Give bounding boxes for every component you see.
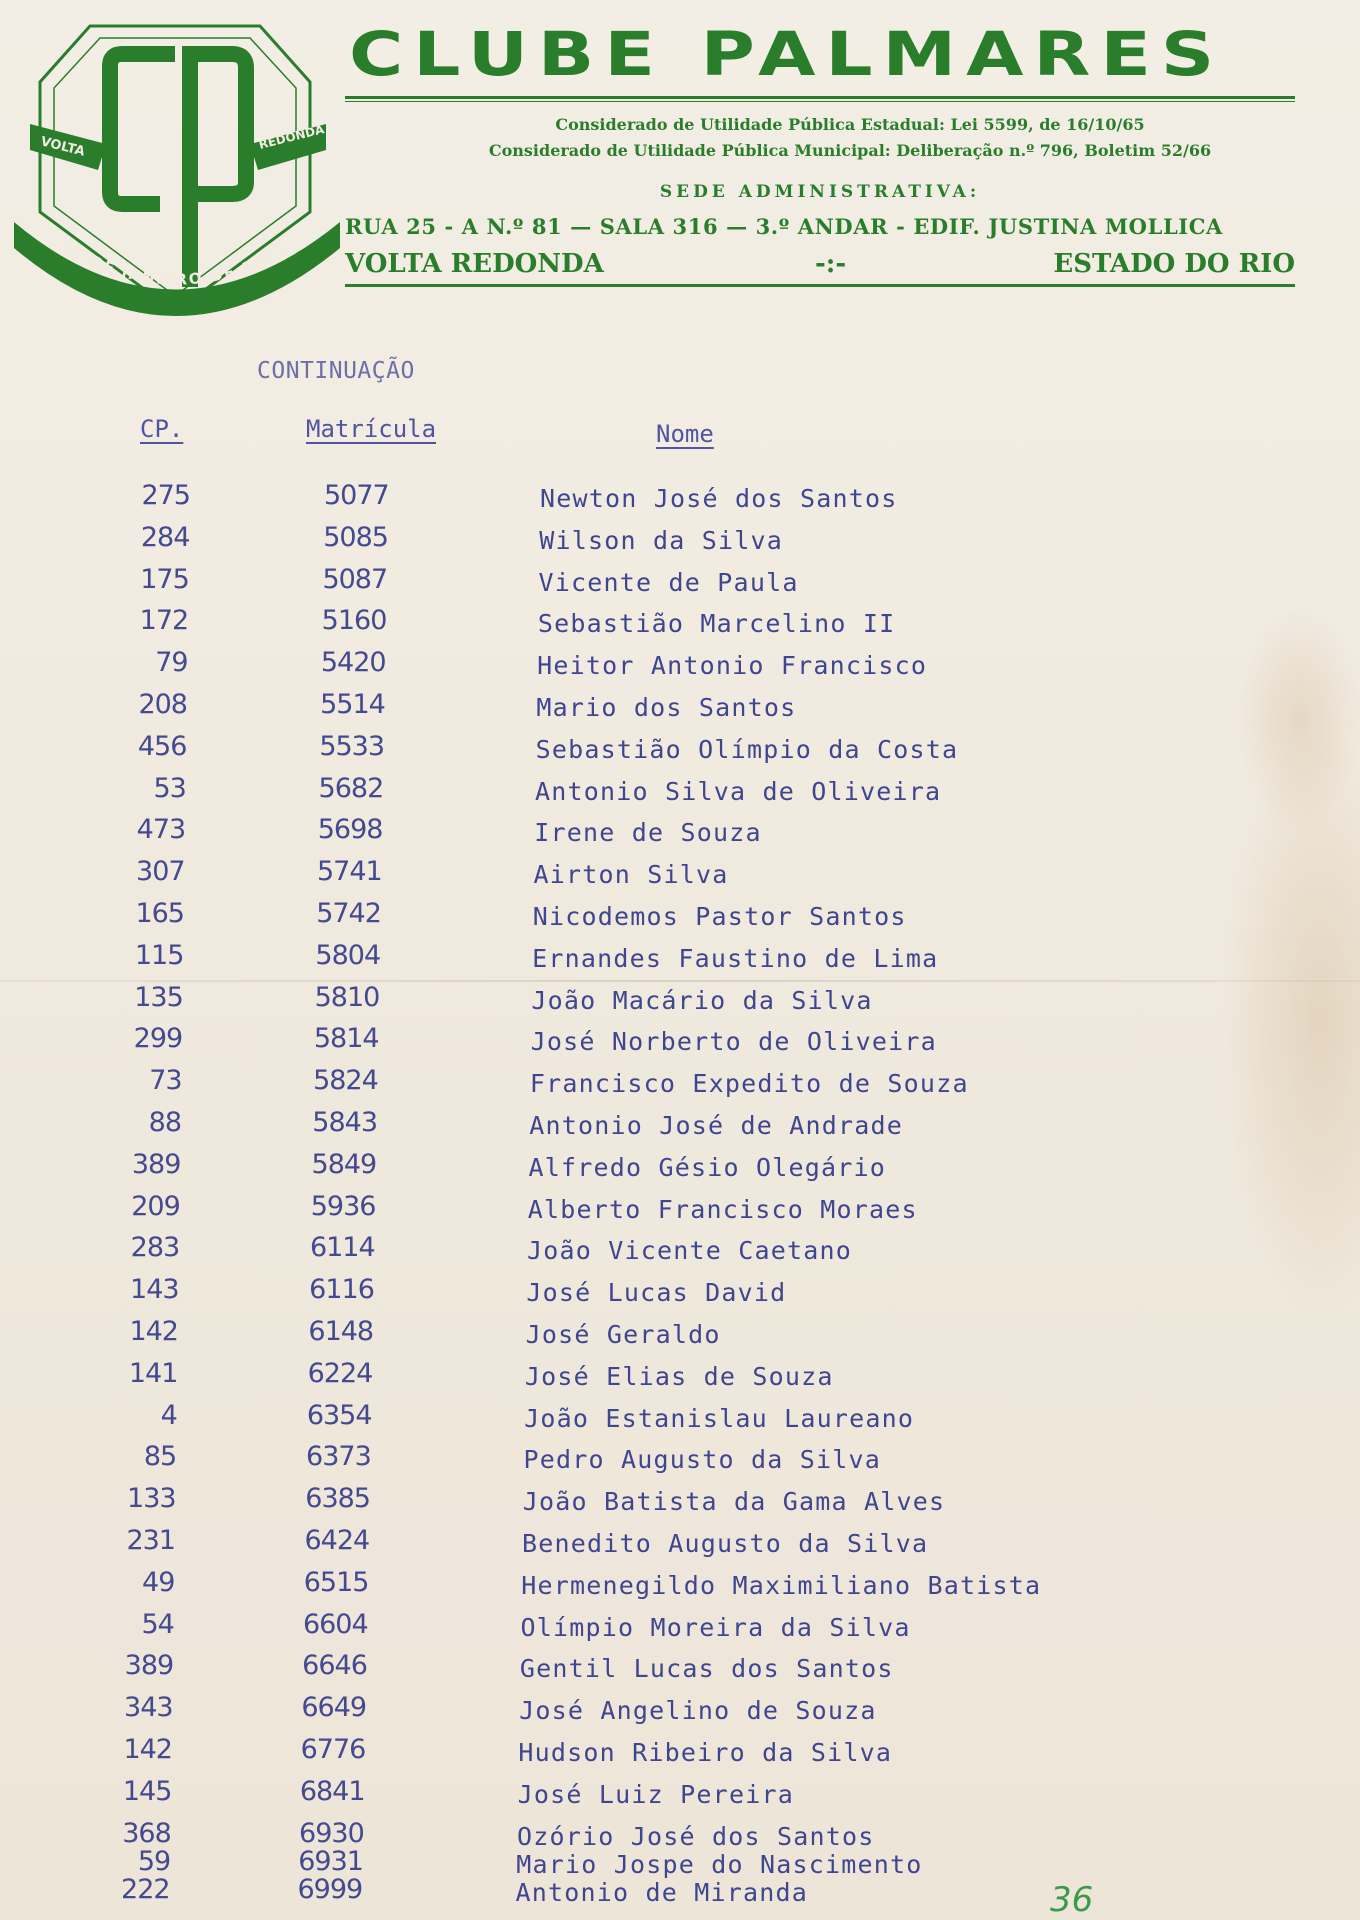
cell-matricula: 6385 [305, 1483, 370, 1515]
cell-cp: 54 [141, 1608, 174, 1640]
cell-matricula: 5742 [316, 898, 381, 929]
utility-state: Considerado de Utilidade Pública Estadual: Lei 5599, de 16/10/65 [555, 115, 1145, 134]
cell-matricula: 6373 [306, 1441, 371, 1473]
table-row [0, 731, 1360, 771]
cell-matricula: 5824 [313, 1065, 378, 1097]
cell-cp: 231 [126, 1525, 175, 1556]
cell-matricula: 5420 [320, 647, 386, 679]
cell-cp: 142 [123, 1734, 172, 1765]
cell-cp: 59 [137, 1845, 171, 1877]
cell-matricula: 5085 [323, 521, 388, 553]
table-row [0, 1441, 1360, 1481]
cell-nome: Sebastião Olímpio da Costa [535, 734, 959, 764]
cell-nome: José Luiz Pereira [517, 1779, 794, 1809]
cell-nome: Vicente de Paula [538, 567, 799, 597]
table-row [0, 605, 1360, 645]
cell-matricula: 6999 [297, 1873, 363, 1905]
table-row [0, 1650, 1360, 1690]
table-row [0, 1065, 1360, 1105]
cell-nome: Alberto Francisco Moraes [527, 1194, 918, 1224]
cell-matricula: 6114 [309, 1232, 375, 1264]
cell-matricula: 5741 [316, 856, 382, 888]
cell-nome: Mario Jospe do Nascimento [516, 1849, 923, 1879]
table-row [0, 1149, 1360, 1189]
cell-matricula: 6116 [309, 1274, 374, 1306]
cell-cp: 307 [136, 856, 185, 888]
title-rule [345, 96, 1295, 102]
cell-nome: Olímpio Moreira da Silva [520, 1612, 911, 1642]
cell-nome: Pedro Augusto da Silva [523, 1445, 881, 1475]
table-row [0, 1483, 1360, 1523]
cell-matricula: 5077 [324, 480, 389, 511]
cell-nome: Wilson da Silva [539, 525, 784, 555]
cell-cp: 299 [133, 1023, 183, 1055]
logo-ribbon-right: REDONDA [257, 122, 326, 152]
cell-cp: 133 [127, 1483, 176, 1515]
cell-matricula: 5160 [321, 605, 387, 637]
cell-matricula: 5087 [322, 563, 388, 595]
table-row [0, 1023, 1360, 1063]
table-row [0, 1692, 1360, 1732]
cell-cp: 222 [121, 1873, 170, 1905]
table-row [0, 689, 1360, 729]
cell-cp: 145 [122, 1775, 172, 1807]
club-name: CLUBE PALMARES [349, 19, 1225, 90]
cell-cp: 456 [137, 730, 187, 762]
column-header-matricula: Matrícula [306, 415, 437, 443]
cell-cp: 389 [124, 1650, 174, 1682]
continuation-label: CONTINUAÇÃO [257, 358, 415, 384]
table-row [0, 814, 1360, 854]
cell-nome: Hermenegildo Maximiliano Batista [521, 1570, 1042, 1600]
cell-cp: 343 [124, 1692, 173, 1724]
table-row [0, 480, 1360, 520]
cell-cp: 165 [135, 898, 184, 929]
cell-nome: Newton José dos Santos [540, 484, 898, 513]
cell-cp: 142 [129, 1316, 178, 1347]
cell-nome: Nicodemos Pastor Santos [532, 902, 907, 931]
cell-cp: 141 [128, 1357, 178, 1389]
cell-nome: Sebastião Marcelino II [537, 609, 896, 639]
cell-cp: 4 [160, 1399, 177, 1431]
address: RUA 25 - A N.º 81 — SALA 316 — 3.º ANDAR - EDIF. JUSTINA MOLLICA [345, 214, 1223, 239]
cell-matricula: 6930 [299, 1817, 364, 1849]
cell-cp: 79 [155, 647, 188, 679]
table-row [0, 1874, 1360, 1914]
table-row [0, 1107, 1360, 1147]
cell-cp: 135 [134, 981, 183, 1013]
table-row [0, 1232, 1360, 1272]
cell-nome: João Vicente Caetano [527, 1236, 853, 1266]
cell-cp: 85 [143, 1441, 177, 1473]
cell-matricula: 5814 [313, 1023, 379, 1055]
cell-nome: Airton Silva [533, 860, 729, 890]
letterhead [345, 20, 1295, 287]
cell-cp: 73 [149, 1065, 182, 1097]
cell-cp: 208 [138, 689, 187, 720]
state: ESTADO DO RIO [1053, 249, 1295, 279]
logo-ribbon-left: VOLTA [39, 134, 87, 160]
table-row [0, 1567, 1360, 1607]
table-row [0, 522, 1360, 562]
table-row [0, 1274, 1360, 1314]
cell-cp: 389 [131, 1148, 181, 1180]
cell-nome: Antonio de Miranda [515, 1877, 809, 1907]
cell-nome: Antonio José de Andrade [529, 1111, 903, 1140]
table-row [0, 982, 1360, 1022]
cell-nome: João Batista da Gama Alves [522, 1487, 946, 1517]
cell-nome: Mario dos Santos [536, 693, 797, 722]
column-header-nome: Nome [656, 420, 714, 448]
cell-nome: Hudson Ribeiro da Silva [518, 1738, 893, 1767]
table-row [0, 1776, 1360, 1816]
city: VOLTA REDONDA [345, 249, 604, 279]
cell-nome: Gentil Lucas dos Santos [519, 1654, 894, 1684]
cell-matricula: 6424 [304, 1525, 370, 1556]
table-row [0, 940, 1360, 980]
cell-matricula: 6224 [307, 1357, 373, 1389]
cell-nome: Heitor Antonio Francisco [537, 651, 928, 681]
cell-cp: 115 [134, 939, 184, 971]
table-row [0, 1191, 1360, 1231]
cell-matricula: 5843 [312, 1107, 378, 1138]
cell-matricula: 5849 [311, 1148, 377, 1180]
cell-matricula: 6931 [298, 1845, 363, 1877]
cell-matricula: 5682 [318, 772, 384, 804]
cell-matricula: 5698 [317, 814, 383, 846]
table-row [0, 1734, 1360, 1774]
cell-matricula: 6841 [299, 1775, 365, 1807]
table-row [0, 1400, 1360, 1440]
cell-cp: 175 [140, 563, 189, 595]
table-row [0, 564, 1360, 604]
cell-cp: 368 [122, 1817, 171, 1849]
table-row [0, 1525, 1360, 1565]
cell-nome: Ozório José dos Santos [516, 1821, 875, 1851]
table-row [0, 1609, 1360, 1649]
cell-cp: 49 [142, 1566, 175, 1598]
club-logo [10, 12, 340, 322]
cell-matricula: 5810 [314, 981, 380, 1013]
cell-nome: José Norberto de Oliveira [530, 1027, 937, 1057]
cell-cp: 275 [141, 480, 190, 511]
city-separator: -:- [815, 249, 847, 279]
sede-label: SEDE ADMINISTRATIVA: [659, 182, 981, 202]
cell-matricula: 6515 [303, 1566, 369, 1598]
cell-cp: 284 [140, 521, 190, 553]
table-row [0, 856, 1360, 896]
table-row [0, 1358, 1360, 1398]
table-row [0, 898, 1360, 938]
utility-info [345, 112, 1295, 164]
city-row [345, 246, 1295, 284]
cell-cp: 283 [130, 1232, 180, 1264]
cell-cp: 209 [131, 1190, 180, 1222]
cell-matricula: 5533 [319, 730, 385, 762]
cell-matricula: 5936 [310, 1190, 376, 1222]
cell-matricula: 5804 [315, 939, 381, 971]
cell-cp: 53 [153, 772, 186, 804]
cell-nome: Ernandes Faustino de Lima [532, 943, 939, 973]
cell-cp: 143 [130, 1274, 179, 1306]
cell-cp: 88 [148, 1107, 181, 1138]
cell-nome: Antonio Silva de Oliveira [534, 776, 942, 806]
cell-nome: Francisco Expedito de Souza [529, 1069, 969, 1099]
column-header-cp: CP. [140, 415, 184, 443]
cell-nome: José Lucas David [526, 1278, 787, 1308]
cell-matricula: 6776 [300, 1734, 366, 1765]
cell-nome: João Macário da Silva [531, 985, 873, 1015]
cell-matricula: 6649 [301, 1692, 367, 1724]
cell-nome: Alfredo Gésio Olegário [528, 1152, 886, 1182]
cell-matricula: 5514 [320, 689, 385, 720]
utility-municipal: Considerado de Utilidade Pública Municipal: Deliberação n.º 796, Boletim 52/66 [488, 141, 1212, 160]
cell-nome: Benedito Augusto da Silva [522, 1529, 929, 1558]
city-rule [345, 284, 1295, 287]
cell-nome: José Geraldo [525, 1320, 721, 1349]
cell-matricula: 6148 [308, 1316, 374, 1347]
table-row [0, 647, 1360, 687]
logo-banner-text: 31 DE JANEIRO DE 1953 [58, 237, 292, 289]
page-mark: 36 [1050, 1880, 1094, 1920]
cell-matricula: 6354 [306, 1399, 372, 1431]
cell-matricula: 6646 [302, 1650, 367, 1682]
cell-nome: José Angelino de Souza [519, 1696, 877, 1726]
cell-matricula: 6604 [302, 1608, 368, 1640]
cell-nome: José Elias de Souza [524, 1361, 834, 1391]
cell-nome: João Estanislau Laureano [524, 1403, 915, 1433]
cell-cp: 172 [139, 605, 189, 637]
cell-cp: 473 [136, 814, 186, 846]
cell-nome: Irene de Souza [534, 818, 762, 848]
table-row [0, 1316, 1360, 1356]
table-row [0, 773, 1360, 813]
